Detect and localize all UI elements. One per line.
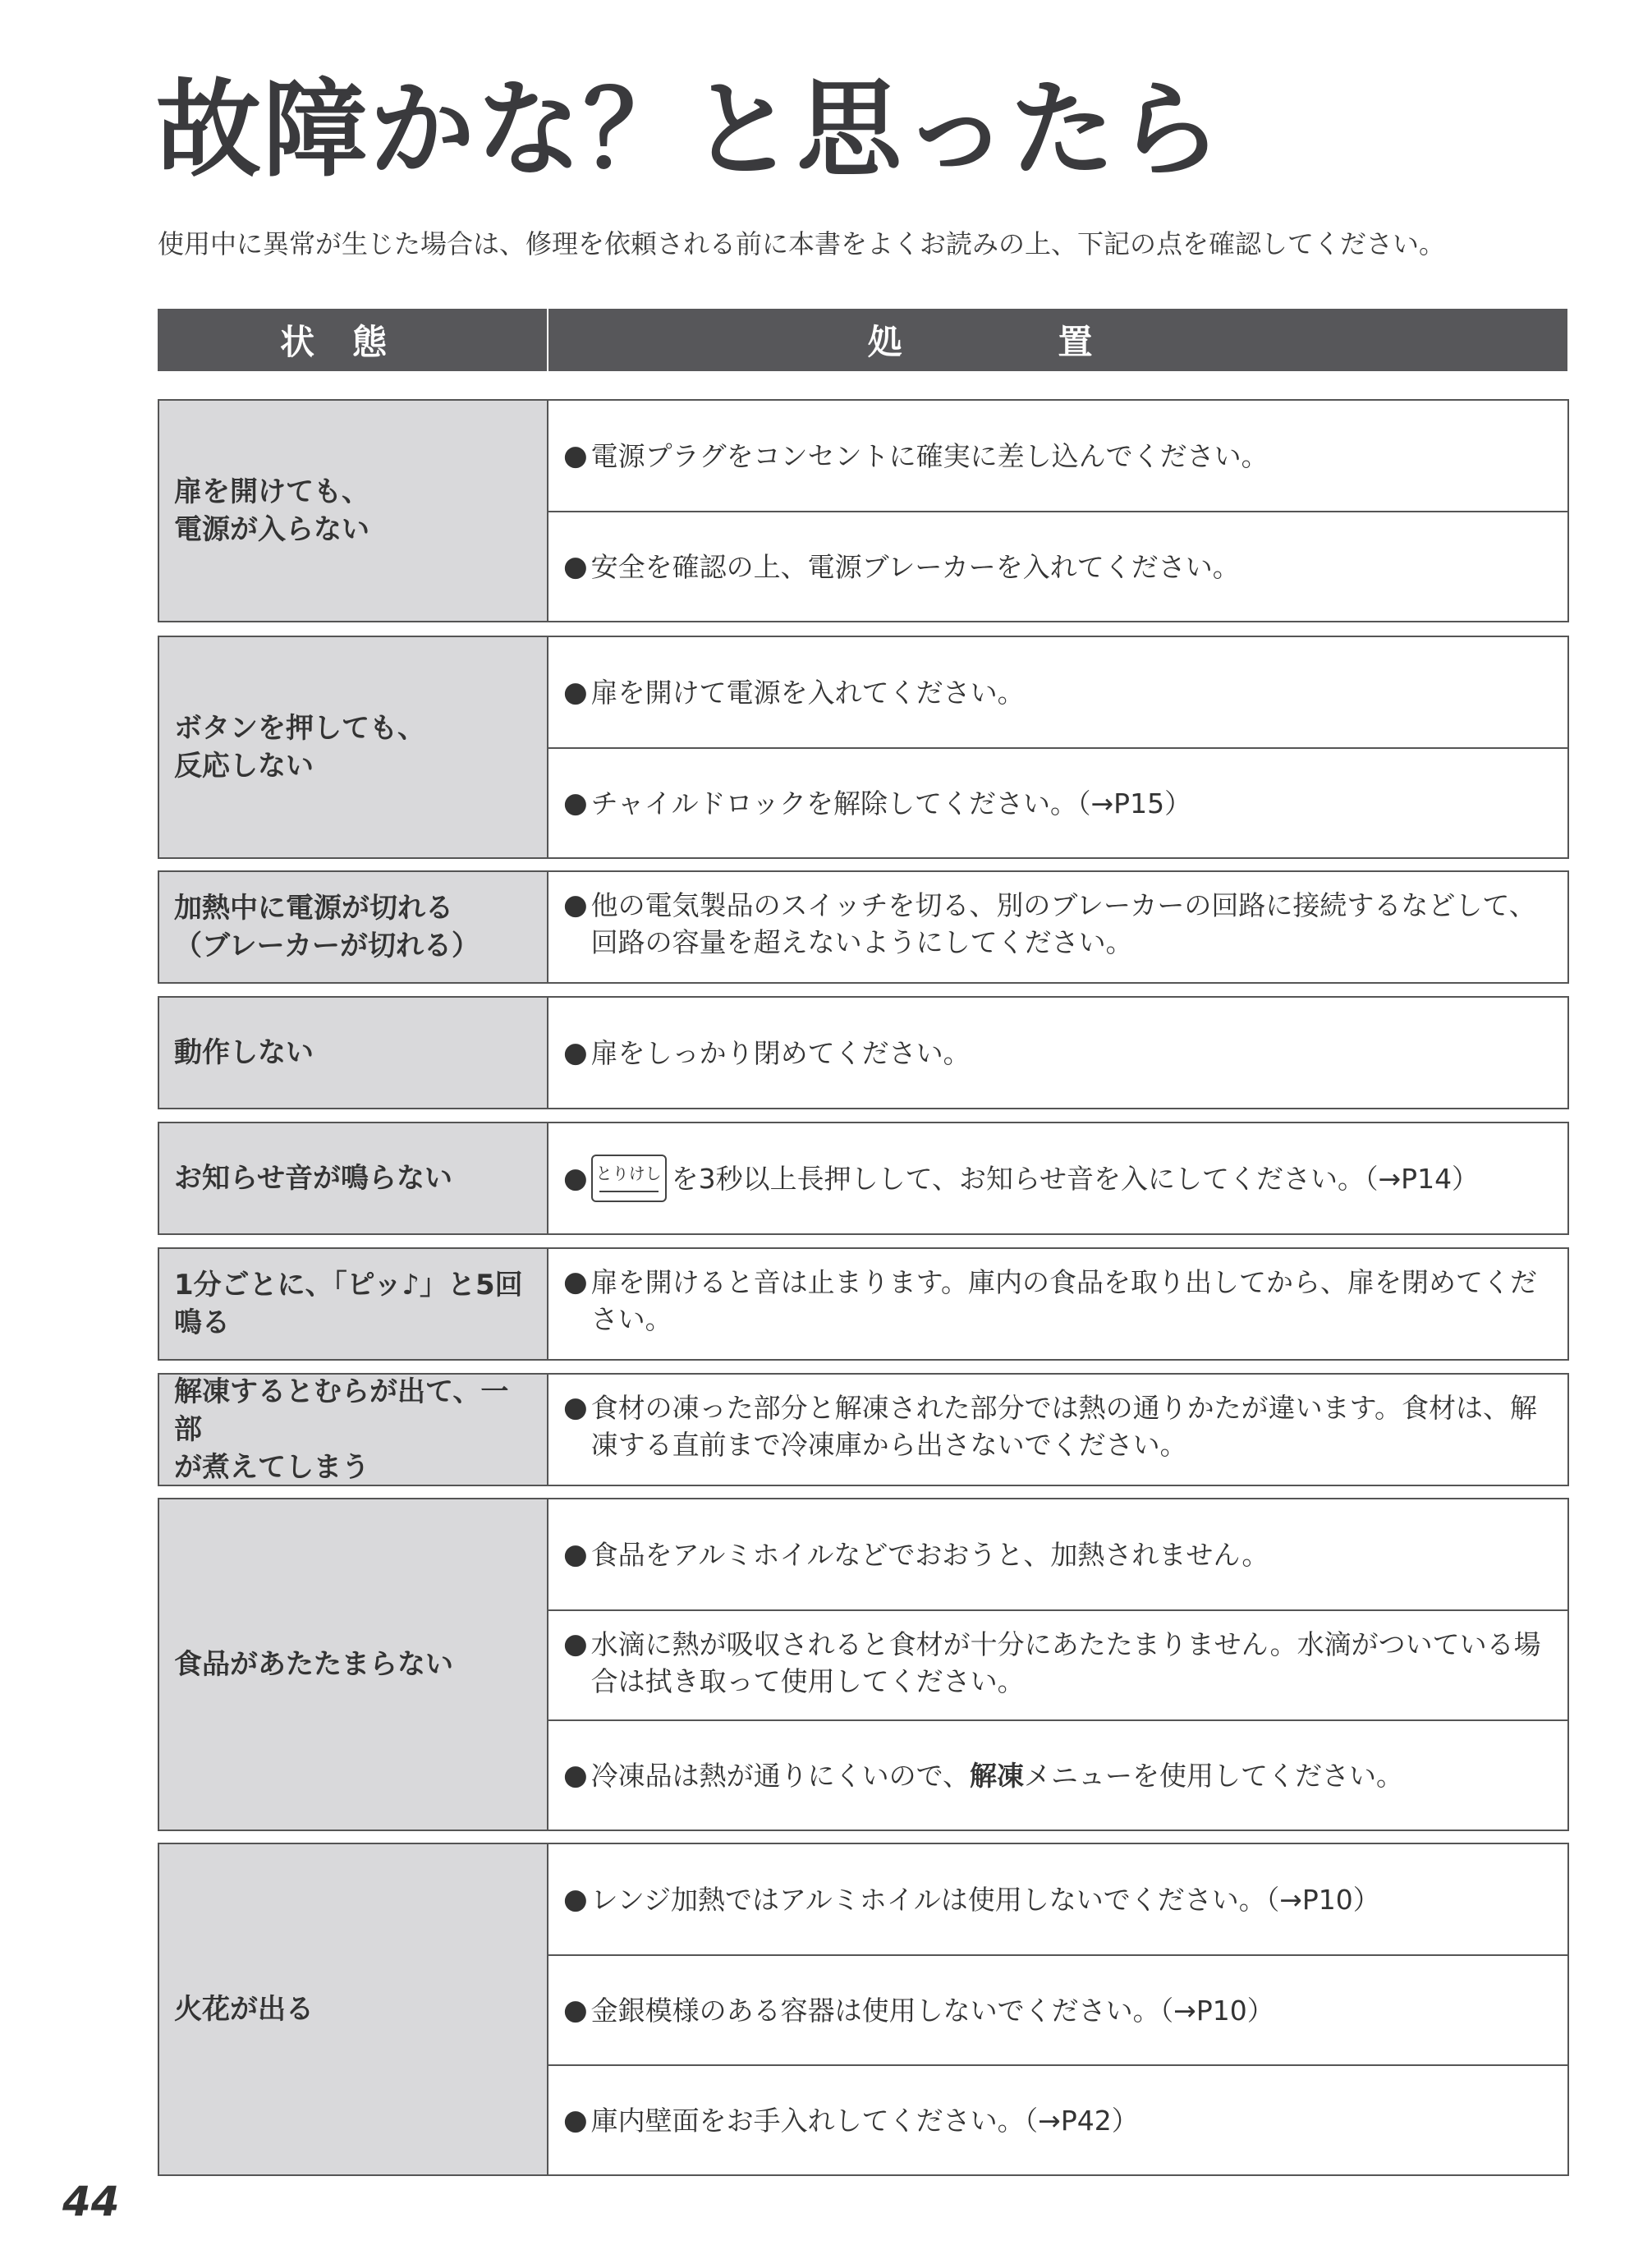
- action-item: ● 食材の凍った部分と解凍された部分では熱の通りかたが違います。食材は、解凍する直前まで冷凍庫から出さないでください。: [563, 1391, 1538, 1461]
- condition-cell: 1分ごとに、「ピッ♪」と5回 鳴る: [159, 1249, 548, 1359]
- bullet-icon: ●: [563, 1993, 588, 2027]
- action-item: ● 冷凍品は熱が通りにくいので、解凍メニューを使用してください。: [548, 1719, 1567, 1830]
- bullet-icon: ●: [563, 438, 588, 472]
- condition-cell: 解凍するとむらが出て、一部 が煮えてしまう: [159, 1375, 548, 1485]
- bullet-icon: ●: [563, 1537, 588, 1571]
- page-subtitle: 使用中に異常が生じた場合は、修理を依頼される前に本書をよくお読みの上、下記の点を確認してください。: [158, 228, 1446, 259]
- condition-cell: ボタンを押しても、 反応しない: [159, 637, 548, 857]
- action-item: ● 他の電気製品のスイッチを切る、別のブレーカーの回路に接続するなどして、回路の容量を超えないようにしてください。: [563, 888, 1536, 958]
- action-item: ● 安全を確認の上、電源ブレーカーを入れてください。: [548, 511, 1567, 621]
- action-item: ● 扉を開けると音は止まります。庫内の食品を取り出してから、扉を閉めてください。: [563, 1265, 1538, 1335]
- bullet-icon: ●: [563, 1758, 588, 1792]
- cancel-key-icon: とりけし: [591, 1155, 667, 1202]
- table-row: [158, 399, 1569, 622]
- table-row: [158, 996, 1569, 1109]
- action-item: ● 庫内壁面をお手入れしてください。（→P42）: [548, 2064, 1567, 2174]
- bullet-icon: ●: [563, 1161, 588, 1195]
- action-item: ● レンジ加熱ではアルミホイルは使用しないでください。（→P10）: [548, 1844, 1567, 1954]
- table-row: [158, 1843, 1569, 2176]
- bullet-icon: ●: [563, 1628, 588, 1660]
- condition-cell: お知らせ音が鳴らない: [159, 1123, 548, 1233]
- table-row: [158, 1373, 1569, 1486]
- action-item: ● チャイルドロックを解除してください。（→P15）: [548, 747, 1567, 857]
- table-row: [158, 870, 1569, 984]
- action-item: ● 扉をしっかり閉めてください。: [548, 998, 1567, 1108]
- action-item: ● 水滴に熱が吸収されると食材が十分にあたたまりません。水滴がついている場合は拭き取って使用してください。: [548, 1609, 1567, 1719]
- condition-cell: 火花が出る: [159, 1844, 548, 2174]
- condition-cell: 食品があたたまらない: [159, 1499, 548, 1830]
- action-item: ● 電源プラグをコンセントに確実に差し込んでください。: [548, 401, 1567, 511]
- bullet-icon: ●: [563, 1035, 588, 1069]
- condition-cell: 動作しない: [159, 998, 548, 1108]
- table-header: [158, 309, 1567, 371]
- action-item: ● 扉を開けて電源を入れてください。: [548, 637, 1567, 747]
- action-item: ● 金銀模様のある容器は使用しないでください。（→P10）: [548, 1954, 1567, 2064]
- table-row: [158, 636, 1569, 859]
- page-title: 故障かな？と思ったら: [156, 69, 1224, 191]
- condition-cell: 加熱中に電源が切れる （ブレーカーが切れる）: [159, 872, 548, 982]
- header-condition: 状態: [158, 309, 548, 371]
- table-row: [158, 1122, 1569, 1235]
- bullet-icon: ●: [563, 888, 588, 921]
- action-item: ● とりけし を3秒以上長押しして、お知らせ音を入にしてください。（→P14）: [548, 1123, 1567, 1233]
- page-number: 44: [62, 2178, 120, 2225]
- bullet-icon: ●: [563, 2103, 588, 2137]
- bullet-icon: ●: [563, 675, 588, 709]
- bullet-icon: ●: [563, 549, 588, 583]
- bullet-icon: ●: [563, 1391, 588, 1424]
- bullet-icon: ●: [563, 1882, 588, 1916]
- condition-cell: 扉を開けても、 電源が入らない: [159, 401, 548, 621]
- bullet-icon: ●: [563, 1265, 588, 1298]
- table-row: [158, 1498, 1569, 1831]
- table-row: [158, 1247, 1569, 1361]
- header-action: 処置: [867, 322, 1249, 362]
- action-item: ● 食品をアルミホイルなどでおおうと、加熱されません。: [548, 1499, 1567, 1609]
- bullet-icon: ●: [563, 786, 588, 820]
